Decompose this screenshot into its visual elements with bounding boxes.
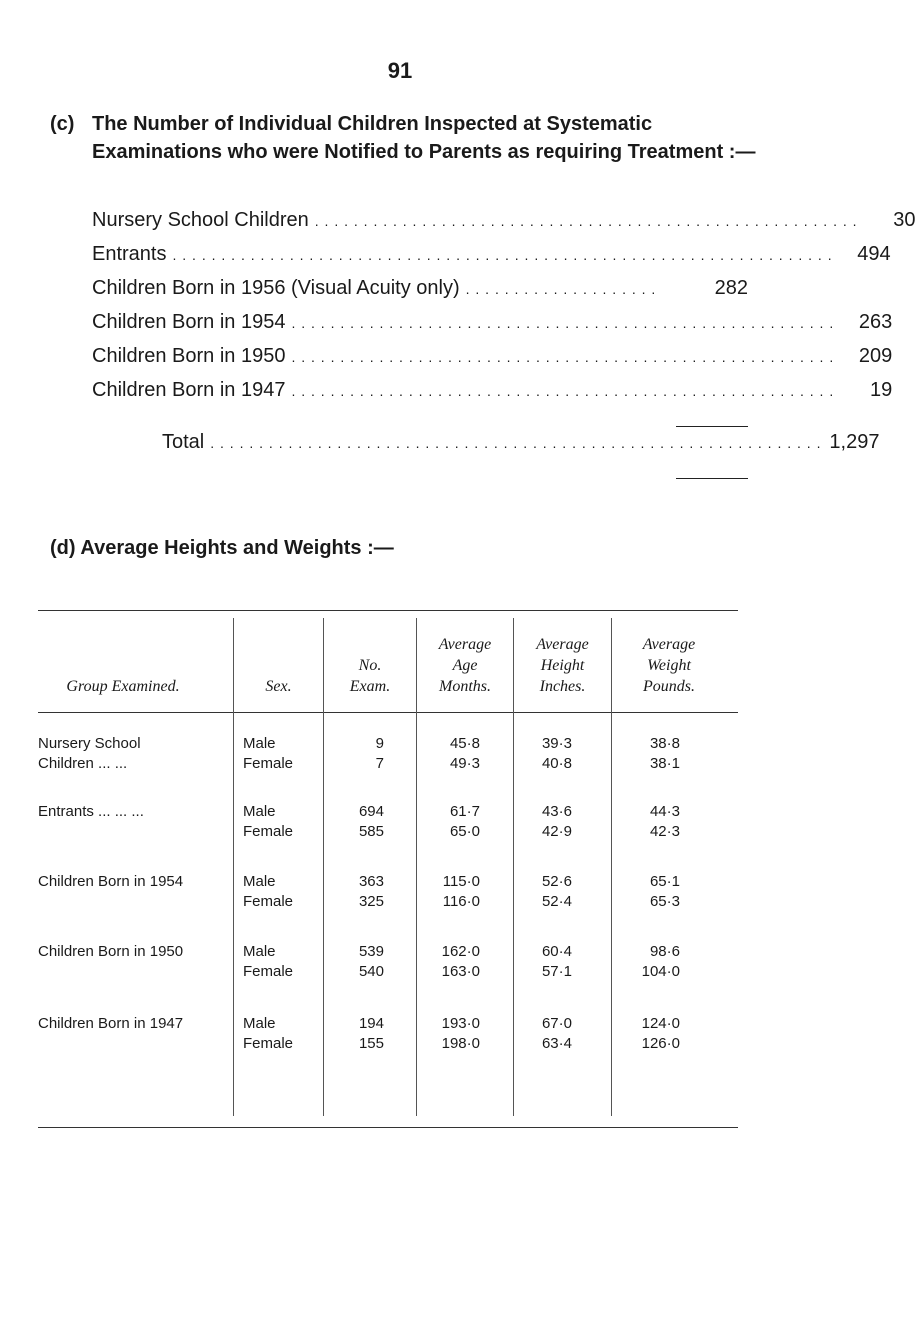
cell-height: 52·4 [541,893,572,910]
cell-sex: Male [243,1015,276,1032]
cell-no: 194 [358,1015,384,1032]
list-item: Children Born in 1947 . . . . . . . . . . . . . . . . . . . . . . . . . . . . . . . . . . . . . . . . . . . . . . . . . . . . . . . . 19 [92,373,748,407]
cell-height: 39·3 [541,735,572,752]
cell-no: 325 [358,893,384,910]
cell-weight: 38·8 [649,735,680,752]
cell-age: 162·0 [441,943,480,960]
page-number: 91 [387,58,413,83]
cell-height: 67·0 [541,1015,572,1032]
list-item-value: 494 [857,243,891,265]
list-item-value: 209 [858,345,893,367]
cell-weight: 65·1 [649,873,680,890]
cell-age: 116·0 [442,893,480,910]
header-average-weight: Average Weight Pounds. [642,636,696,695]
list-item: Children Born in 1956 (Visual Acuity only) . . . . . . . . . . . . . . . . . . . . 282 [92,271,748,305]
list-item-label: Children Born in 1947 [92,379,286,401]
cell-weight: 104·0 [641,963,680,980]
cell-height: 57·1 [541,963,572,980]
cell-sex: Female [243,1035,294,1052]
list-item-value: 263 [858,311,893,333]
treatment-list [92,203,916,459]
total-label: Total [162,431,205,453]
list-item-value: 19 [869,379,893,401]
section-c-label: (c) [50,113,75,135]
list-item: Children Born in 1954 . . . . . . . . . . . . . . . . . . . . . . . . . . . . . . . . . . . . . . . . . . . . . . . . . . . . . . . . 263 [92,305,748,339]
cell-height: 42·9 [541,823,572,840]
list-item: Nursery School Children . . . . . . . . . . . . . . . . . . . . . . . . . . . . . . . . . . . . . . . . . . . . . . . . . . . . . . . . 30 [92,203,748,237]
group-name: Nursery School [38,735,141,752]
group-name: Children Born in 1950 [38,943,184,960]
cell-no: 539 [358,943,384,960]
cell-no: 540 [358,963,384,980]
list-item-label: Children Born in 1956 (Visual Acuity only) [92,277,460,299]
cell-no: 694 [358,803,384,820]
cell-no: 7 [375,755,384,772]
section-d-label: (d) [50,537,76,559]
cell-age: 193·0 [441,1015,480,1032]
cell-no: 363 [358,873,384,890]
cell-age: 115·0 [442,873,480,890]
cell-sex: Male [243,735,276,752]
header-no-exam: No. Exam. [349,657,391,695]
list-item-label: Nursery School Children [92,209,309,231]
cell-sex: Male [243,803,276,820]
heights-weights-table [38,610,738,1130]
cell-sex: Female [243,755,294,772]
header-sex: Sex. [265,678,292,695]
cell-height: 63·4 [541,1035,572,1052]
cell-sex: Male [243,873,276,890]
cell-height: 52·6 [541,873,572,890]
cell-weight: 44·3 [649,803,680,820]
group-name: Children Born in 1947 [38,1015,184,1032]
section-d-heading [50,537,394,560]
list-item: Children Born in 1950 . . . . . . . . . . . . . . . . . . . . . . . . . . . . . . . . . . . . . . . . . . . . . . . . . . . . . . . . 209 [92,339,748,373]
section-d-title: Average Heights and Weights :— [80,537,394,559]
cell-age: 198·0 [441,1035,480,1052]
total-rule-bottom [676,478,748,479]
cell-sex: Female [243,823,294,840]
list-item-label: Children Born in 1950 [92,345,286,367]
cell-height: 43·6 [541,803,572,820]
cell-weight: 98·6 [649,943,680,960]
total-rule-top [676,426,748,427]
section-c-heading [50,110,760,166]
list-item: Entrants . . . . . . . . . . . . . . . . . . . . . . . . . . . . . . . . . . . . . . . . . . . . . . . . . . . . . . . . . . . . . . . . . . . . 494 [92,237,748,271]
header-group: Group Examined. [66,678,180,695]
cell-sex: Male [243,943,276,960]
cell-no: 155 [358,1035,384,1052]
list-item-label: Entrants [92,243,167,265]
table-bottom-rule [38,1127,738,1128]
section-c-title: The Number of Individual Children Inspected at Systematic Examinations who were Notified to Parents as requiring Treatment :— [92,113,756,163]
cell-age: 45·8 [449,735,480,752]
list-item-value: 282 [714,277,748,299]
total-row: Total . . . . . . . . . . . . . . . . . . . . . . . . . . . . . . . . . . . . . . . . . . . . . . . . . . . . . . . . . . . . . . . 1,297 [92,425,748,459]
cell-age: 163·0 [441,963,480,980]
list-item-label: Children Born in 1954 [92,311,286,333]
cell-weight: 38·1 [649,755,680,772]
cell-sex: Female [243,893,294,910]
cell-age: 65·0 [449,823,480,840]
header-average-height: Average Height Inches. [536,636,589,695]
cell-weight: 65·3 [649,893,680,910]
total-value: 1,297 [829,431,880,453]
group-name: Children ... ... [38,755,128,772]
group-name: Children Born in 1954 [38,873,184,890]
list-item-value: 30 [893,209,916,231]
table-header-rule [38,712,738,713]
cell-age: 61·7 [449,803,480,820]
cell-no: 585 [358,823,384,840]
cell-age: 49·3 [449,755,480,772]
cell-weight: 42·3 [649,823,680,840]
cell-no: 9 [375,735,384,752]
cell-weight: 124·0 [641,1015,680,1032]
cell-sex: Female [243,963,294,980]
header-average-age: Average Age Months. [438,636,492,695]
group-name: Entrants ... ... ... [38,803,144,820]
cell-height: 60·4 [541,943,572,960]
cell-height: 40·8 [541,755,572,772]
cell-weight: 126·0 [641,1035,680,1052]
table-top-rule [38,610,738,611]
